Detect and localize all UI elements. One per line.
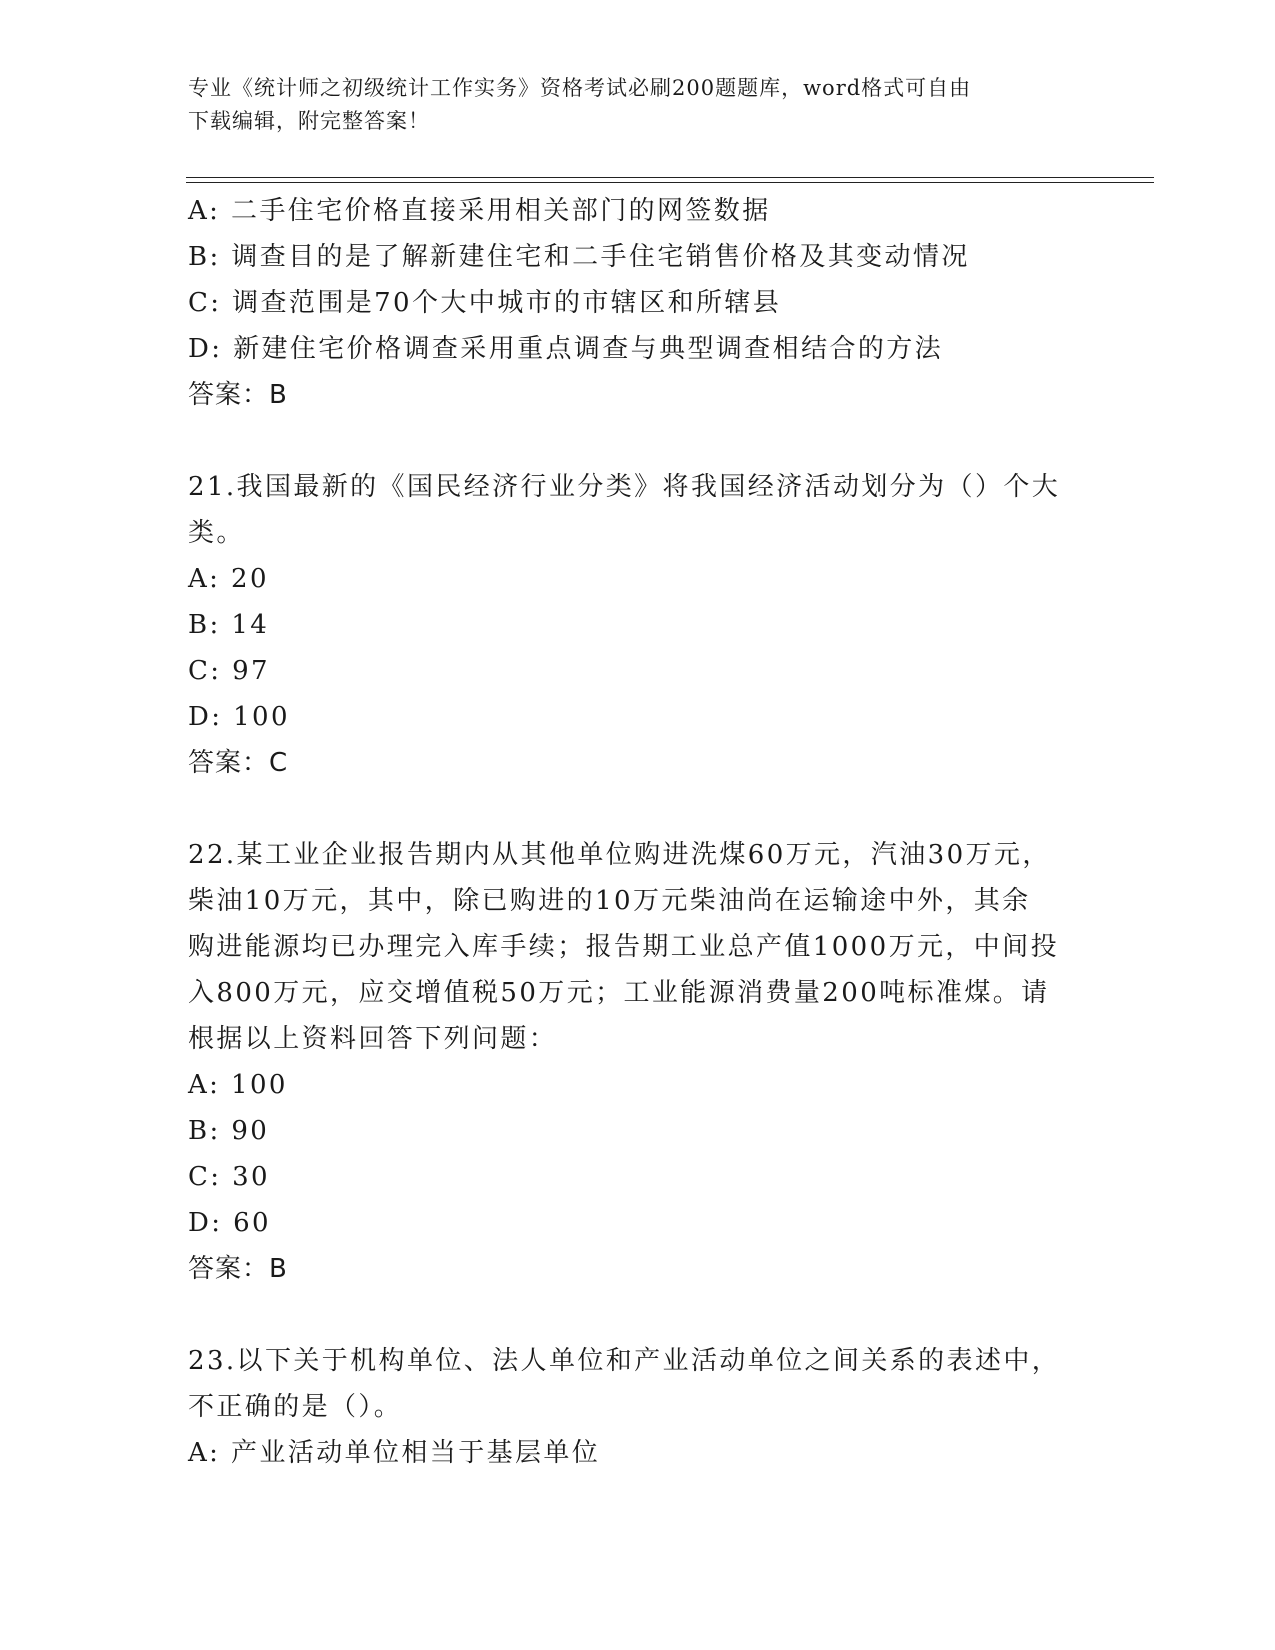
spacer bbox=[188, 1292, 1088, 1338]
question-stem-line: 23.以下关于机构单位、法人单位和产业活动单位之间关系的表述中， bbox=[188, 1346, 1061, 1376]
spacer bbox=[188, 786, 1088, 832]
option-c: C: 30 bbox=[188, 1162, 271, 1192]
option-b: B: 90 bbox=[188, 1116, 270, 1146]
spacer bbox=[188, 418, 1088, 464]
option-d: D: 新建住宅价格调查采用重点调查与典型调查相结合的方法 bbox=[188, 334, 944, 364]
option-c: C: 97 bbox=[188, 656, 271, 686]
question-20-block bbox=[188, 188, 1088, 418]
question-23 bbox=[188, 1338, 1088, 1476]
option-d: D: 100 bbox=[188, 702, 290, 732]
option-b: B: 14 bbox=[188, 610, 270, 640]
option-c: C: 调查范围是70个大中城市的市辖区和所辖县 bbox=[188, 288, 782, 318]
question-content bbox=[188, 188, 1088, 1476]
header-divider-top bbox=[186, 177, 1154, 178]
question-stem-line: 类。 bbox=[188, 518, 245, 548]
option-b: B: 调查目的是了解新建住宅和二手住宅销售价格及其变动情况 bbox=[188, 242, 970, 272]
question-stem-line: 不正确的是（）。 bbox=[188, 1392, 403, 1422]
question-stem-line: 柴油10万元，其中，除已购进的10万元柴油尚在运输途中外，其余 bbox=[188, 886, 1031, 916]
question-stem-line: 根据以上资料回答下列问题： bbox=[188, 1024, 558, 1054]
question-stem-line: 入800万元，应交增值税50万元；工业能源消费量200吨标准煤。请 bbox=[188, 978, 1050, 1008]
document-header bbox=[188, 72, 1068, 138]
option-d: D: 60 bbox=[188, 1208, 271, 1238]
question-22 bbox=[188, 832, 1088, 1292]
header-title-line-1: 专业《统计师之初级统计工作实务》资格考试必刷200题题库，word格式可自由 bbox=[188, 76, 972, 100]
answer-line: 答案：B bbox=[188, 380, 288, 410]
question-stem-line: 22.某工业企业报告期内从其他单位购进洗煤60万元，汽油30万元， bbox=[188, 840, 1051, 870]
option-a: A: 100 bbox=[188, 1070, 288, 1100]
header-title-line-2: 下载编辑，附完整答案！ bbox=[188, 109, 430, 133]
answer-line: 答案：B bbox=[188, 1254, 288, 1284]
option-a: A: 二手住宅价格直接采用相关部门的网签数据 bbox=[188, 196, 771, 226]
option-a: A: 产业活动单位相当于基层单位 bbox=[188, 1438, 601, 1468]
option-a: A: 20 bbox=[188, 564, 269, 594]
question-stem-line: 21.我国最新的《国民经济行业分类》将我国经济活动划分为（）个大 bbox=[188, 472, 1061, 502]
question-21 bbox=[188, 464, 1088, 786]
question-stem-line: 购进能源均已办理完入库手续；报告期工业总产值1000万元，中间投 bbox=[188, 932, 1059, 962]
header-divider-bottom bbox=[186, 182, 1154, 183]
answer-line: 答案：C bbox=[188, 748, 289, 778]
